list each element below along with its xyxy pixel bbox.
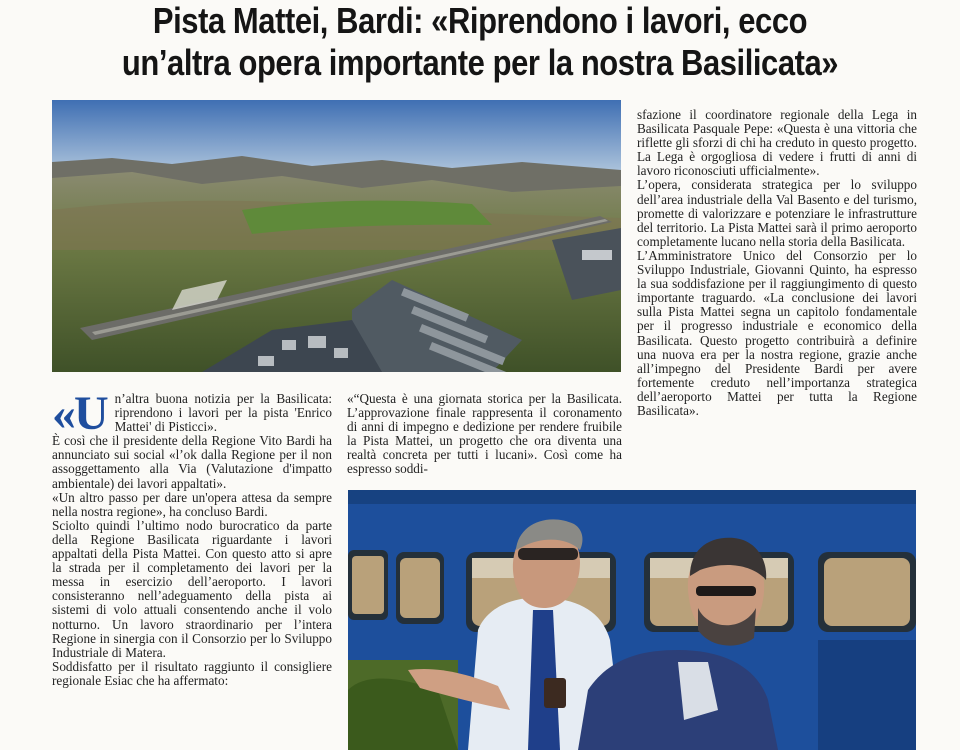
headline-line-1: Pista Mattei, Bardi: «Riprendono i lavori, ecco [152, 0, 808, 41]
dropcap: «U [52, 387, 107, 440]
paragraph [52, 387, 332, 440]
headline [67, 0, 893, 96]
aerial-photo-drawing [52, 100, 621, 372]
paragraph-text: n’altra buona notizia per la Basilicata: riprendono i lavori per la pista 'Enrico Mattei' di Pisticci». [114, 391, 332, 435]
people-photo-drawing [348, 490, 916, 750]
paragraph: Sciolto quindi l’ultimo nodo burocratico da parte della Regione Basilicata riguardante i lavori appaltati della Pista Mattei. Con questo atto si apre la strada per il completamento dei lavori per la messa in esercizio dell’aeroporto. I lavori consisteranno nell’adeguamento della pista ai sistemi di volo attuali consentendo anche il volo notturno. Un lavoro straordinario per l’intera Regione in sinergia con il Consorzio per lo Sviluppo Industriale di Matera. [52, 517, 332, 660]
article-column-left [52, 387, 332, 688]
aerial-photo [52, 100, 621, 372]
paragraph: L’opera, considerata strategica per lo sviluppo dell’area industriale della Val Basento e del turismo, promette di valorizzare e potenziare le infrastrutture del territorio. La Pista Mattei sarà il primo aeroporto completamente lucano nella storia della Basilicata. [637, 177, 917, 249]
paragraph: «“Questa è una giornata storica per la Basilicata. L’approvazione finale rappresenta il coronamento di anni di impegno e dedizione per rendere fruibile la Pista Mattei, un progetto che ora diventa una realtà concreta per tutti i lucani». Così come ha espresso soddi- [347, 391, 622, 477]
paragraph: L’Amministratore Unico del Consorzio per lo Sviluppo Industriale, Giovanni Quinto, ha espresso la sua soddisfazione per il raggiungimento di questo importante traguardo. «La conclusione dei lavori sulla Pista Mattei segna un capitolo fondamentale per il progresso industriale e economico della Basilicata. Questo progetto contribuirà a definire una nuova era per la nostra regione, grazie anche all’impegno del Presidente Bardi per avere fortemente creduto nell’importanza strategica dell’aeroporto Mattei per tutta la Regione Basilicata». [637, 247, 917, 418]
people-photo [348, 490, 916, 750]
headline-line-2: un’altra opera importante per la nostra Basilicata» [121, 42, 839, 83]
paragraph: È così che il presidente della Regione Vito Bardi ha annunciato sui social «l’ok dalla Regione per il non assoggettamento alla Via (Valutazione d'impatto ambientale) dei lavori appaltati». [52, 433, 332, 491]
article-column-middle [347, 392, 622, 477]
article-column-right [637, 108, 917, 418]
paragraph: Soddisfatto per il risultato raggiunto il consigliere regionale Esiac che ha affermato: [52, 658, 332, 688]
paragraph: «Un altro passo per dare un'opera attesa da sempre nella nostra regione», ha concluso Bardi. [52, 489, 332, 519]
paragraph: sfazione il coordinatore regionale della Lega in Basilicata Pasquale Pepe: «Questa è una vittoria che riflette gli sforzi di chi ha creduto in questo progetto. La Lega è orgogliosa di vedere i frutti di anni di lavoro riconosciuti ufficialmente». [637, 107, 917, 179]
